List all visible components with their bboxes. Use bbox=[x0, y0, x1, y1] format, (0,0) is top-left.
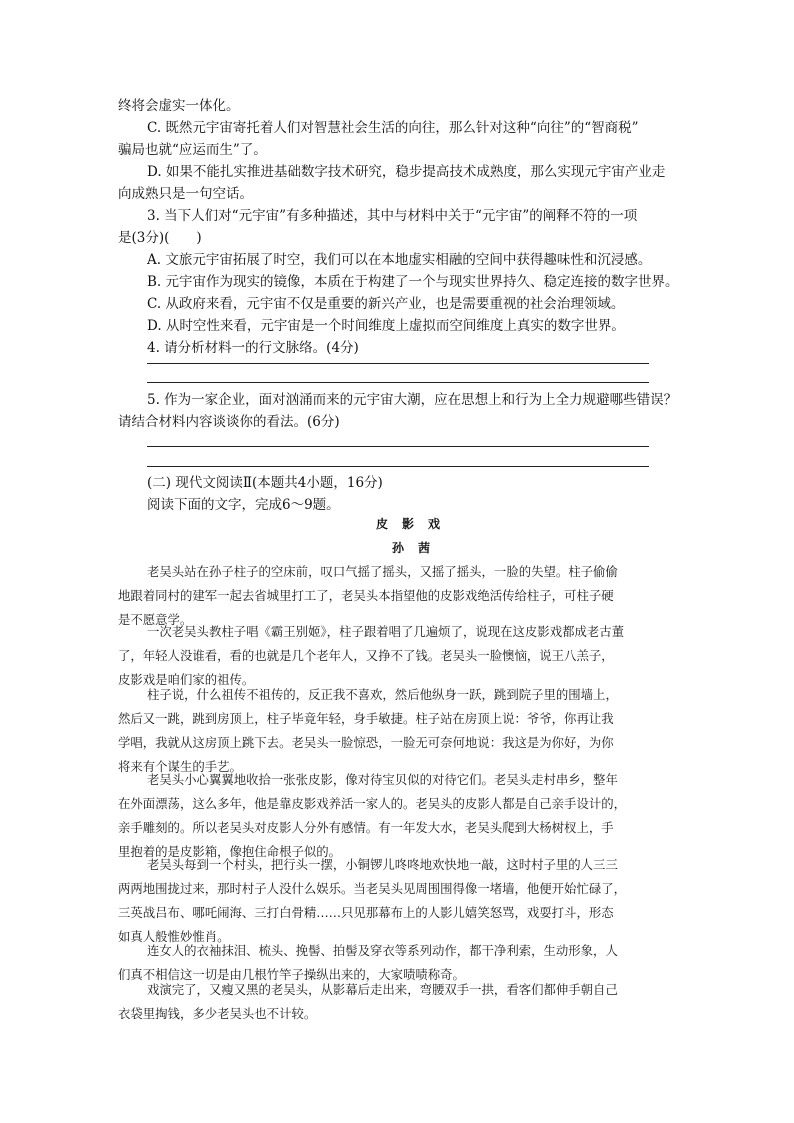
story-line: 如真人般惟妙惟肖。 bbox=[118, 929, 230, 944]
story-line: 柱子说，什么祖传不祖传的，反正我不喜欢，然后他纵身一跃，跳到院子里的围墙上， bbox=[147, 687, 618, 702]
instruction: 阅读下面的文字，完成6～9题。 bbox=[147, 497, 340, 513]
text-line: 请结合材料内容谈谈你的看法。(6分) bbox=[118, 414, 340, 430]
story-line: 将来有个谋生的手艺。 bbox=[118, 759, 242, 774]
story-line: 衣袋里掏钱，多少老吴头也不计较。 bbox=[118, 1006, 317, 1021]
answer-line[interactable] bbox=[147, 466, 649, 467]
story-line: 连女人的衣袖抹泪、梳头、挽髻、拍髻及穿衣等系列动作，都干净利索，生动形象，人 bbox=[147, 943, 618, 958]
option-a: A. 文旅元宇宙拓展了时空，我们可以在本地虚实相融的空间中获得趣味性和沉浸感。 bbox=[147, 252, 652, 268]
story-line: 两两地围拢过来，那时村子人没什么娱乐。当老吴头见周围围得像一堵墙，他便开始忙碌了， bbox=[118, 881, 627, 896]
text-line: 向成熟只是一句空话。 bbox=[118, 186, 253, 202]
story-line: 然后又一跳，跳到房顶上，柱子毕竟年轻，身手敏捷。柱子站在房顶上说：爷爷，你再让我 bbox=[118, 711, 614, 726]
story-line: 老吴头站在孙子柱子的空床前，叹口气摇了摇头，又摇了摇头，一脸的失望。柱子偷偷 bbox=[147, 564, 618, 579]
option-b: B. 元宇宙作为现实的镜像，本质在于构建了一个与现实世界持久、稳定连接的数字世界。 bbox=[147, 274, 679, 290]
story-line: 一次老吴头教柱子唱《霸王别姬》，柱子跟着唱了几遍烦了，说现在这皮影戏都成老古董 bbox=[147, 624, 625, 639]
story-line: 老吴头小心翼翼地收拾一张张皮影，像对待宝贝似的对待它们。老吴头走村串乡，整年 bbox=[147, 772, 618, 787]
answer-line[interactable] bbox=[147, 446, 649, 447]
story-line: 里抱着的是皮影箱，像抱住命根子似的。 bbox=[118, 844, 342, 859]
section-heading: (二) 现代文阅读Ⅱ(本题共4小题，16分) bbox=[147, 475, 383, 491]
question-5: 5. 作为一家企业，面对汹涌而来的元宇宙大潮，应在思想上和行为上全力规避哪些错误？ bbox=[147, 392, 678, 408]
option-d: D. 从时空性来看，元宇宙是一个时间维度上虚拟而空间维度上真实的数字世界。 bbox=[147, 318, 625, 334]
option-c: C. 从政府来看，元宇宙不仅是重要的新兴产业，也是需要重视的社会治理领域。 bbox=[147, 296, 625, 312]
story-line: 戏演完了，又瘦又黑的老吴头，从影幕后走出来，弯腰双手一拱，看客们都伸手朝自己 bbox=[147, 982, 618, 997]
text-line: 终将会虚实一体化。 bbox=[118, 98, 240, 114]
story-line: 亲手雕刻的。所以老吴头对皮影人分外有感情。有一年发大水，老吴头爬到大杨树杈上，手 bbox=[118, 820, 614, 835]
question-3: 3. 当下人们对“元宇宙”有多种描述，其中与材料中关于“元宇宙”的阐释不符的一项 bbox=[147, 208, 638, 224]
story-line: 们真不相信这一切是由几根竹竿子操纵出来的，大家啧啧称奇。 bbox=[118, 967, 465, 982]
story-line: 皮影戏是咱们家的祖传。 bbox=[118, 672, 255, 687]
text-line: 骗局也就“应运而生”了。 bbox=[118, 142, 267, 158]
story-line: 学唱，我就从这房顶上跳下去。老吴头一脸惊恐，一脸无可奈何地说：我这是为你好，为你 bbox=[118, 735, 614, 750]
option-c: C. 既然元宇宙寄托着人们对智慧社会生活的向往，那么针对这种“向往”的“智商税” bbox=[147, 120, 639, 136]
option-d: D. 如果不能扎实推进基础数字技术研究，稳步提高技术成熟度，那么实现元宇宙产业走 bbox=[147, 164, 666, 180]
story-author: 孙茜 bbox=[392, 541, 445, 555]
story-line: 三英战吕布、哪吒闹海、三打白骨精……只见那幕布上的人影儿嬉笑怒骂，戏耍打斗，形态 bbox=[118, 905, 614, 920]
story-line: 地跟着同村的建军一起去省城里打工了，老吴头本指望他的皮影戏绝活传给柱子，可柱子硬 bbox=[118, 588, 614, 603]
question-4: 4. 请分析材料一的行文脉络。(4分) bbox=[147, 340, 359, 356]
story-line: 老吴头每到一个村头，把行头一摆，小铜锣儿咚咚地欢快地一敲，这时村子里的人三三 bbox=[147, 857, 618, 872]
text-line: 是(3分)( ) bbox=[118, 230, 202, 246]
story-title: 皮影戏 bbox=[376, 517, 455, 531]
story-line: 是不愿意学。 bbox=[118, 612, 193, 627]
story-line: 在外面漂荡，这么多年，他是靠皮影戏养活一家人的。老吴头的皮影人都是自己亲手设计的， bbox=[118, 796, 627, 811]
answer-line[interactable] bbox=[147, 382, 649, 383]
answer-line[interactable] bbox=[147, 363, 649, 364]
story-line: 了，年轻人没谁看，看的也就是几个老年人，又挣不了钱。老吴头一脸懊恼，说王八羔子， bbox=[118, 648, 614, 663]
